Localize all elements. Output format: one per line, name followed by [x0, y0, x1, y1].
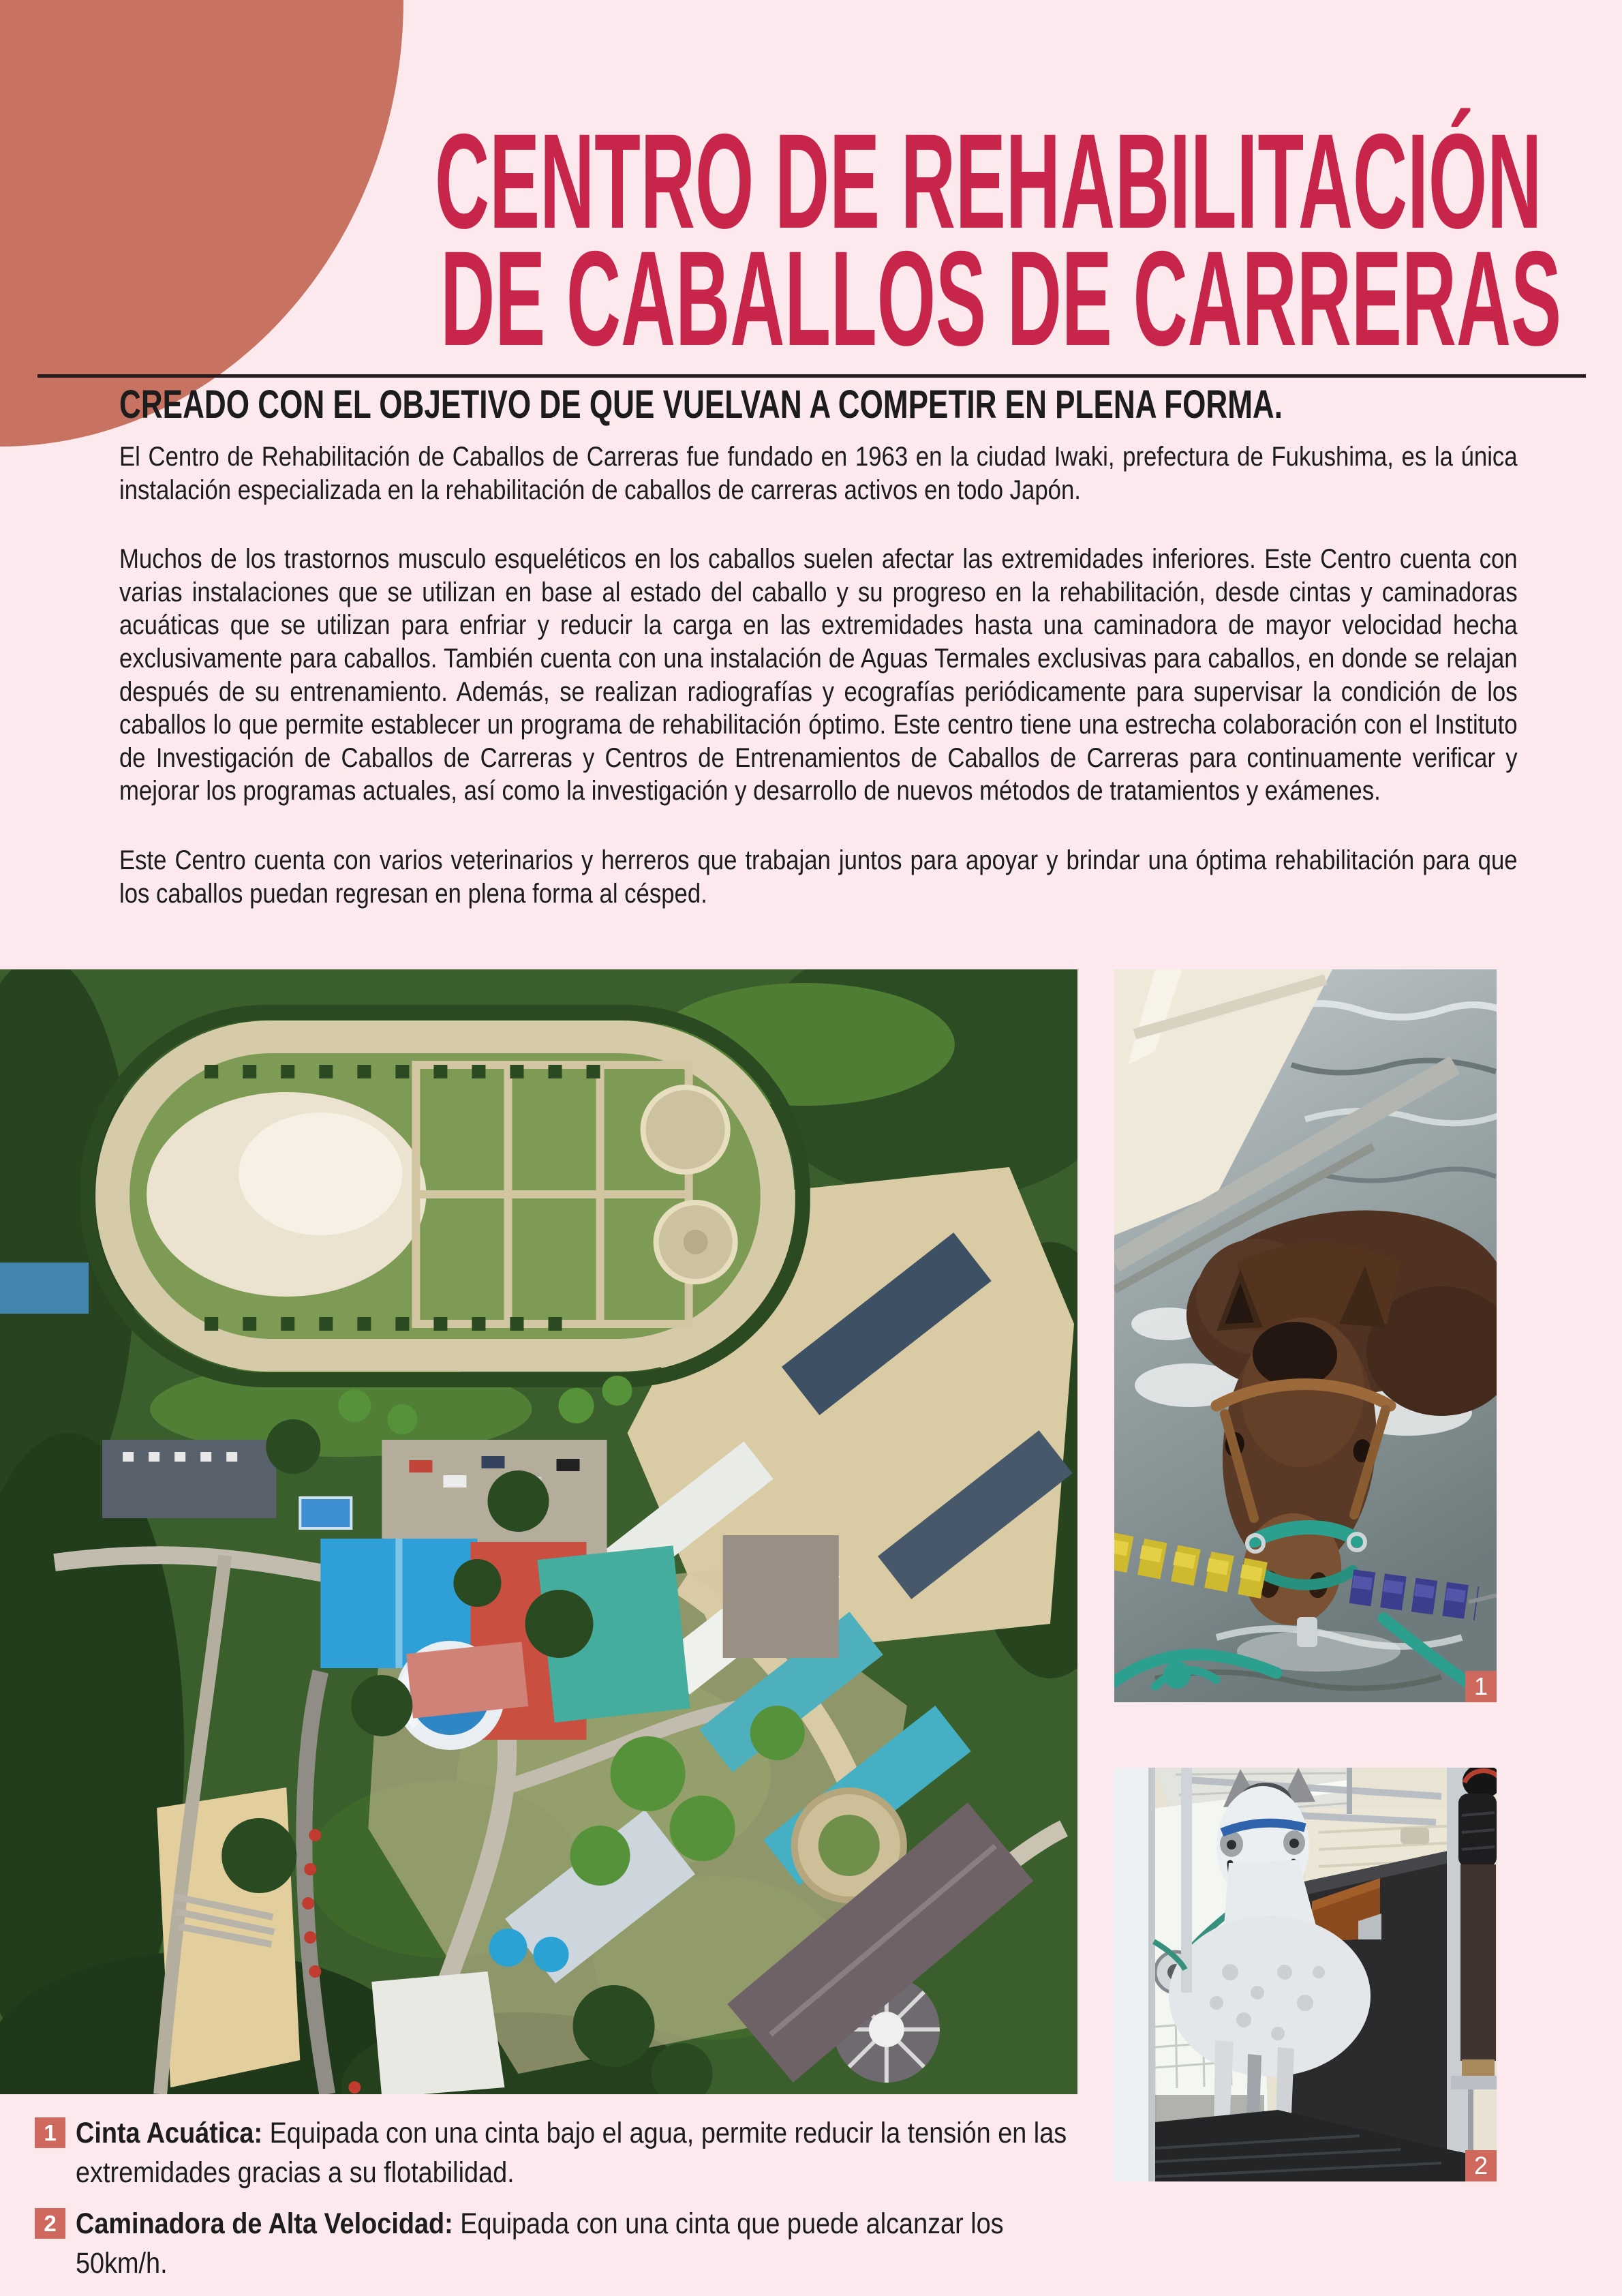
aqua-treadmill-photo: [1114, 969, 1497, 1702]
page-subtitle: CREADO CON EL OBJETIVO DE QUE VUELVAN A COMPETIR EN PLENA FORMA.: [119, 382, 1283, 427]
caption2-text: [76, 2204, 1095, 2283]
caption-row-2: [35, 2204, 1234, 2283]
photo2-number-badge: 2: [1465, 2150, 1497, 2181]
aerial-photo-illustration: [0, 969, 1077, 2094]
paragraph-2: Muchos de los trastornos musculo esqueléticos en los caballos suelen afectar las extremidades inferiores. Este Centro cuenta con varias instalaciones que se utilizan en base al estado del caballo y su progreso en la rehabilitación, desde cintas y caminadoras acuáticas que se utilizan para enfriar y reducir la carga en las extremidades hasta una caminadora de mayor velocidad hecha exclusivamente para caballos. También cuenta con una instalación de Aguas Termales exclusivas para caballos, en donde se relajan después de su entrenamiento. Además, se realizan radiografías y ecografías periódicamente para supervisar la condición de los caballos lo que permite establecer un programa de rehabilitación óptimo. Este centro tiene una estrecha colaboración con el Instituto de Investigación de Caballos de Carreras y Centros de Entrenamientos de Caballos de Carreras para continuamente verificar y mejorar los programas actuales, así como la investigación y desarrollo de nuevos métodos de tratamientos y exámenes.: [119, 544, 1518, 806]
title-line-2: DE CABALLOS DE CARRERAS: [440, 223, 1561, 374]
body-text: [119, 440, 1518, 946]
caption2-label: Caminadora de Alta Velocidad:: [76, 2207, 453, 2240]
page-title: [0, 106, 1622, 374]
paragraph-1: El Centro de Rehabilitación de Caballos de Carreras fue fundado en 1963 en la ciudad Iwaki, prefectura de Fukushima, es la única instalación especializada en la rehabilitación de caballos de carreras activos en todo Japón.: [119, 442, 1518, 505]
caption1-text: [76, 2113, 1095, 2192]
caption1-description: Equipada con una cinta bajo el agua, permite reducir la tensión en las extremidades gracias a su flotabilidad.: [76, 2117, 1067, 2189]
caption-row-1: [35, 2113, 1234, 2192]
caption2-description: Equipada con una cinta que puede alcanzar los 50km/h.: [76, 2207, 1004, 2280]
caption2-number-badge: 2: [35, 2208, 65, 2239]
caption-list: [35, 2113, 1234, 2295]
aqua-treadmill-illustration: [1114, 969, 1497, 1702]
caption1-label: Cinta Acuática:: [76, 2117, 263, 2149]
title-line-1: CENTRO DE REHABILITACIÓN: [435, 106, 1542, 256]
divider-line: [37, 374, 1586, 378]
paragraph-3: Este Centro cuenta con varios veterinarios y herreros que trabajan juntos para apoyar y brindar una óptima rehabilitación para que los caballos puedan regresan en plena forma al césped.: [119, 845, 1518, 909]
caption1-number-badge: 1: [35, 2117, 65, 2148]
aerial-facility-photo: [0, 969, 1077, 2094]
photo1-number-badge: 1: [1465, 1671, 1497, 1702]
